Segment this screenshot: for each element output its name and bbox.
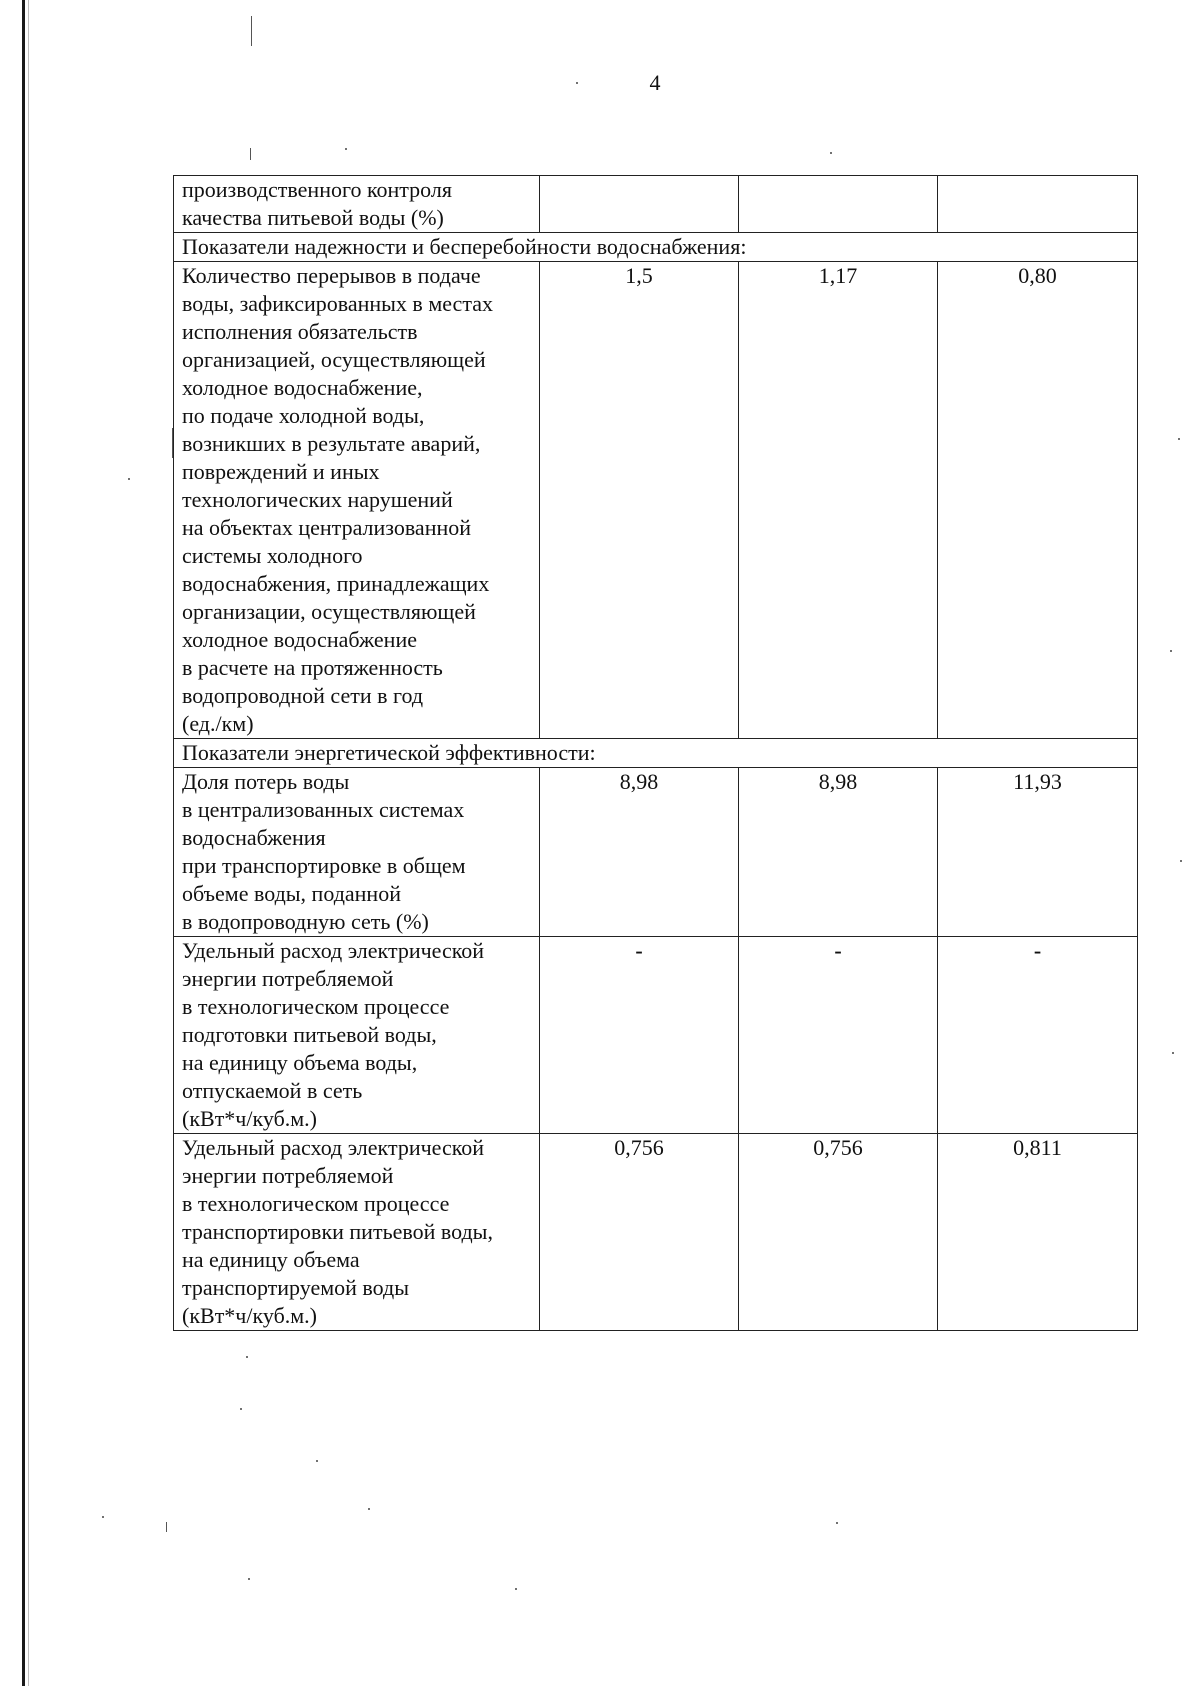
- indicator-label-line: (кВт*ч/куб.м.): [182, 1303, 318, 1328]
- indicator-label-line: энергии потребляемой: [182, 1163, 394, 1188]
- indicator-label-line: транспортировки питьевой воды,: [182, 1219, 493, 1244]
- table-section-row: [174, 739, 1138, 768]
- indicator-label: [174, 937, 540, 1134]
- indicator-label-line: Доля потерь воды: [182, 769, 350, 794]
- indicator-label-line: водопроводной сети в год: [182, 683, 424, 708]
- section-heading: Показатели надежности и бесперебойности водоснабжения:: [174, 233, 1138, 262]
- indicator-label: [174, 768, 540, 937]
- indicator-label-line: Количество перерывов в подаче: [182, 263, 481, 288]
- page-number: 4: [649, 70, 661, 95]
- indicator-label-line: холодное водоснабжение: [182, 627, 417, 652]
- indicator-value-2: -: [739, 937, 938, 1134]
- indicator-label-line: в технологическом процессе: [182, 994, 450, 1019]
- indicator-label-line: организацией, осуществляющей: [182, 347, 486, 372]
- scan-artifact: [1172, 1052, 1174, 1054]
- indicator-value-3: 0,80: [938, 262, 1138, 739]
- indicator-label-line: отпускаемой в сеть: [182, 1078, 363, 1103]
- indicator-label-line: на объектах централизованной: [182, 515, 472, 540]
- indicator-label-line: Удельный расход электрической: [182, 938, 485, 963]
- table-row: [174, 262, 1138, 739]
- scan-artifact: [515, 1588, 517, 1590]
- indicator-label-line: на единицу объема воды,: [182, 1050, 418, 1075]
- indicators-table: [173, 175, 1138, 1331]
- indicator-value-1: 1,5: [540, 262, 739, 739]
- indicator-label-line: подготовки питьевой воды,: [182, 1022, 437, 1047]
- indicator-value-3: [938, 176, 1138, 233]
- indicator-label-line: (ед./км): [182, 711, 254, 736]
- indicator-value-2: [739, 176, 938, 233]
- scan-artifact: [246, 1356, 248, 1358]
- scan-artifact: [251, 16, 252, 46]
- indicator-label: [174, 176, 540, 233]
- scan-artifact: [830, 152, 832, 154]
- indicator-value-2: 8,98: [739, 768, 938, 937]
- scan-artifact: [576, 82, 578, 84]
- indicator-label-line: на единицу объема: [182, 1247, 360, 1272]
- scan-artifact: [1170, 650, 1172, 652]
- indicator-label-line: водоснабжения, принадлежащих: [182, 571, 490, 596]
- table-row: [174, 1134, 1138, 1331]
- scan-artifact: [368, 1508, 370, 1510]
- scan-edge: [22, 0, 25, 1686]
- indicator-label-line: системы холодного: [182, 543, 363, 568]
- indicator-label-line: технологических нарушений: [182, 487, 453, 512]
- indicator-label: [174, 262, 540, 739]
- indicator-label-line: при транспортировке в общем: [182, 853, 466, 878]
- indicator-label-line: возникших в результате аварий,: [182, 431, 481, 456]
- indicator-value-3: 11,93: [938, 768, 1138, 937]
- indicator-label-line: водоснабжения: [182, 825, 326, 850]
- indicator-value-2: 1,17: [739, 262, 938, 739]
- indicator-label-line: (кВт*ч/куб.м.): [182, 1106, 318, 1131]
- scan-artifact: [316, 1460, 318, 1462]
- indicator-label-line: организации, осуществляющей: [182, 599, 476, 624]
- indicator-label-line: объеме воды, поданной: [182, 881, 401, 906]
- indicator-value-3: 0,811: [938, 1134, 1138, 1331]
- scan-artifact: [250, 148, 251, 160]
- scan-artifact: [128, 478, 130, 480]
- indicator-label: [174, 1134, 540, 1331]
- indicator-label-line: производственного контроля: [182, 177, 452, 202]
- scan-artifact: [1178, 438, 1180, 440]
- indicator-label-line: по подаче холодной воды,: [182, 403, 425, 428]
- scan-artifact: [836, 1522, 838, 1524]
- scan-artifact: [172, 428, 173, 458]
- indicator-label-line: в технологическом процессе: [182, 1191, 450, 1216]
- indicator-label-line: в централизованных системах: [182, 797, 465, 822]
- indicator-value-1: 0,756: [540, 1134, 739, 1331]
- indicator-value-1: -: [540, 937, 739, 1134]
- indicator-value-3: -: [938, 937, 1138, 1134]
- table-row: [174, 176, 1138, 233]
- indicator-label-line: исполнения обязательств: [182, 319, 418, 344]
- table-row: [174, 768, 1138, 937]
- section-heading: Показатели энергетической эффективности:: [174, 739, 1138, 768]
- scan-artifact: [345, 148, 347, 150]
- indicator-value-1: 8,98: [540, 768, 739, 937]
- indicator-label-line: Удельный расход электрической: [182, 1135, 485, 1160]
- indicator-label-line: холодное водоснабжение,: [182, 375, 423, 400]
- indicator-label-line: повреждений и иных: [182, 459, 380, 484]
- indicator-label-line: в расчете на протяженность: [182, 655, 443, 680]
- scan-edge-shadow: [28, 0, 29, 1686]
- scan-artifact: [1180, 860, 1182, 862]
- indicator-label-line: транспортируемой воды: [182, 1275, 410, 1300]
- indicator-label-line: воды, зафиксированных в местах: [182, 291, 493, 316]
- scan-artifact: [240, 1408, 242, 1410]
- indicator-label-line: качества питьевой воды (%): [182, 205, 444, 230]
- table-section-row: [174, 233, 1138, 262]
- table-row: [174, 937, 1138, 1134]
- indicator-label-line: энергии потребляемой: [182, 966, 394, 991]
- indicator-value-2: 0,756: [739, 1134, 938, 1331]
- scan-artifact: [248, 1578, 250, 1580]
- table-body: [174, 176, 1138, 1331]
- indicator-label-line: в водопроводную сеть (%): [182, 909, 429, 934]
- scan-artifact: [166, 1522, 167, 1532]
- indicator-value-1: [540, 176, 739, 233]
- scan-artifact: [102, 1516, 104, 1518]
